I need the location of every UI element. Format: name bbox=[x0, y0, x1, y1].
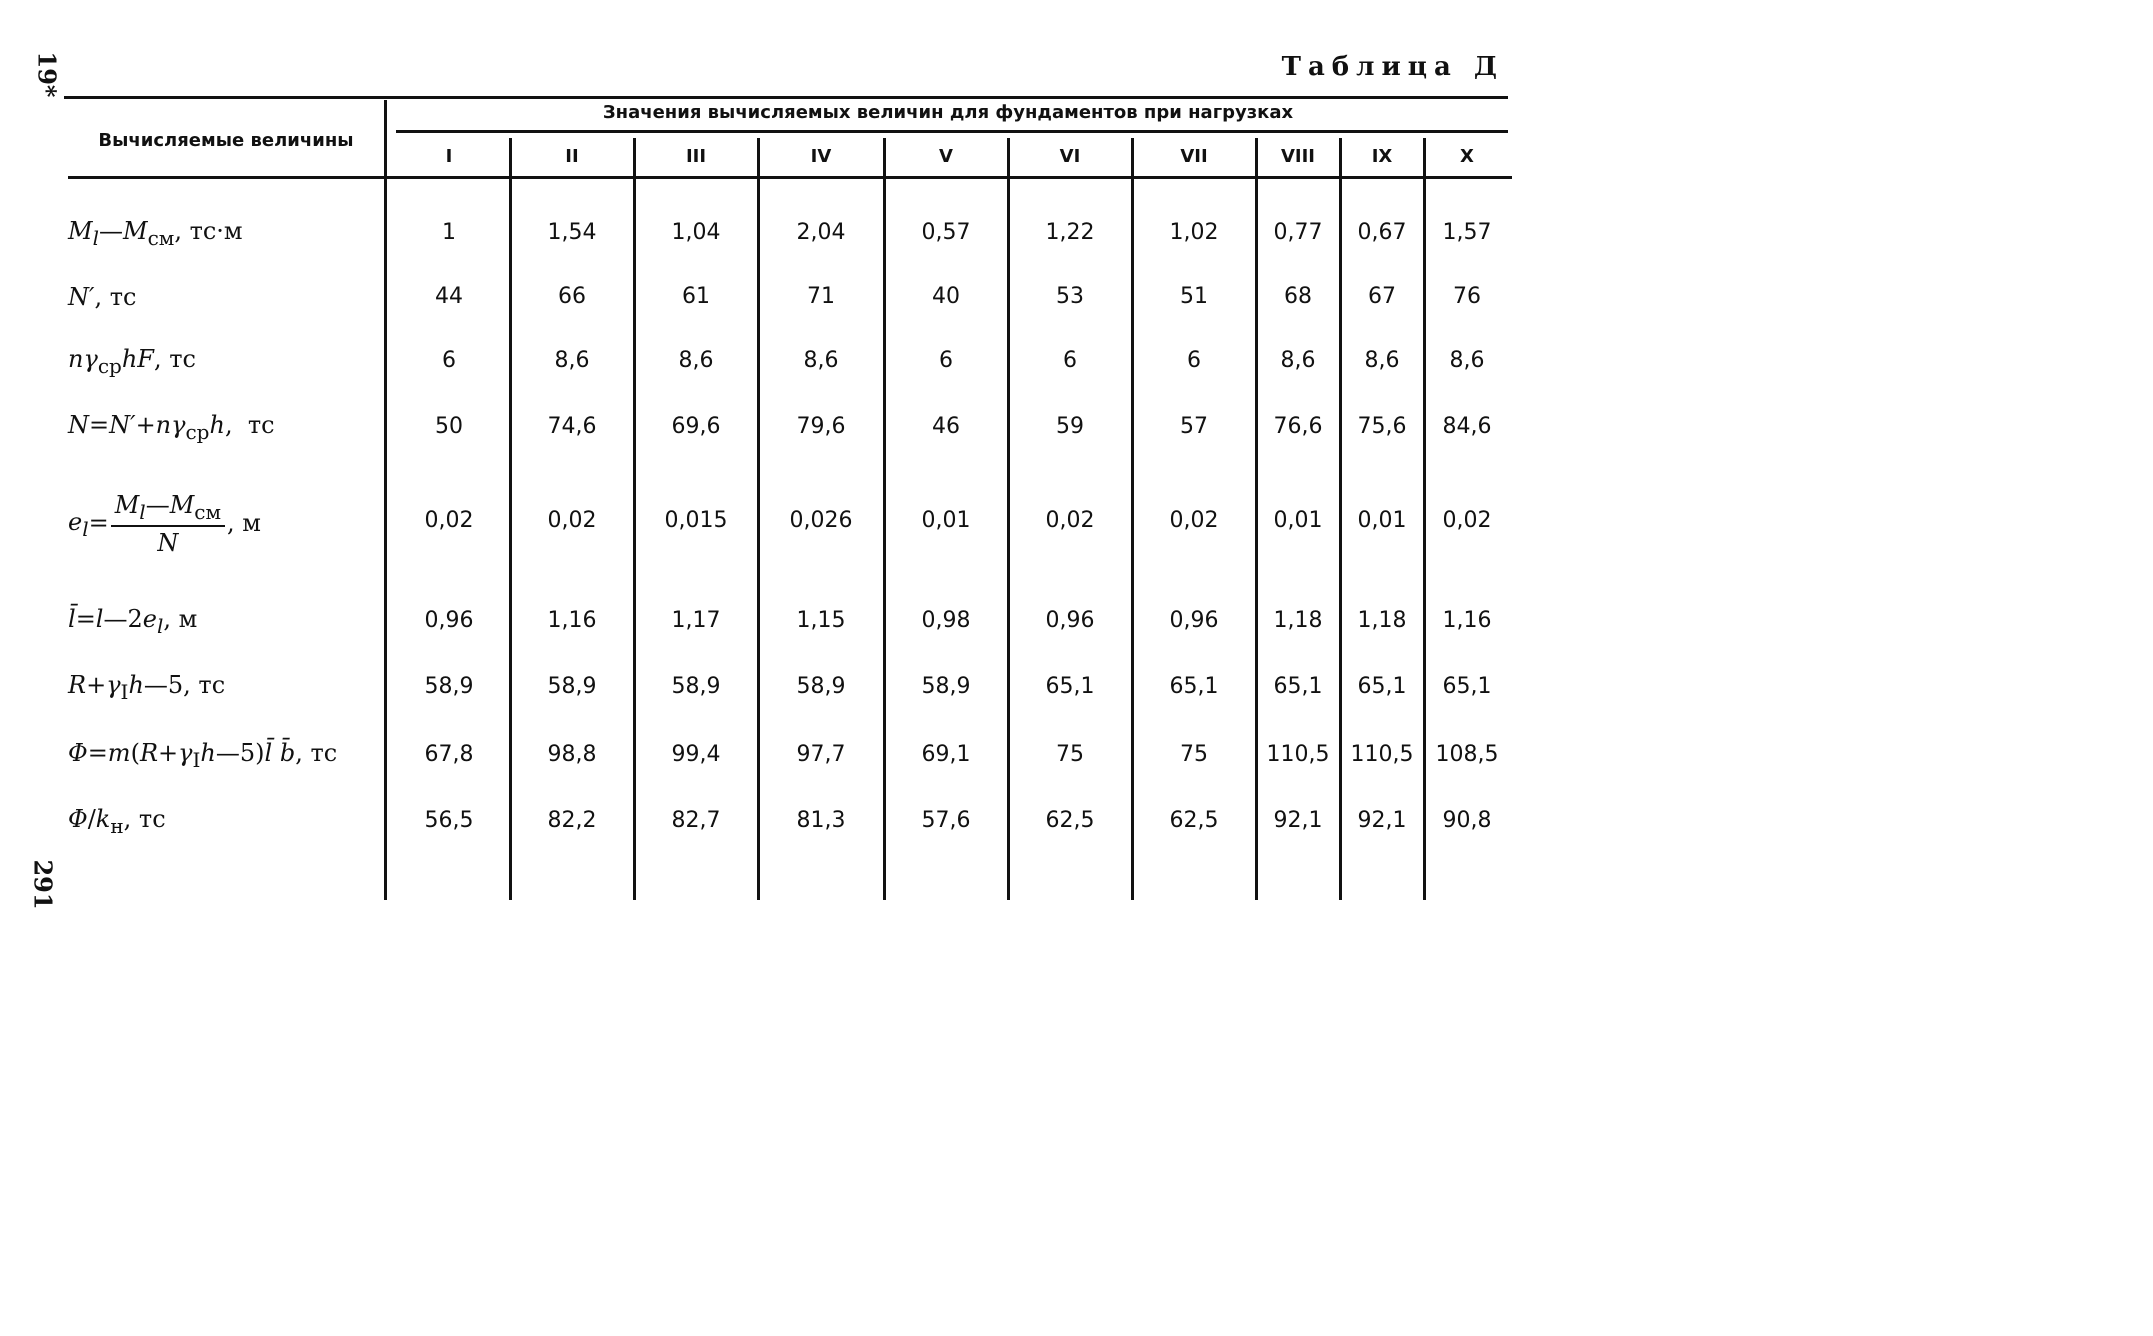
table-cell: 0,96 bbox=[1045, 608, 1095, 633]
table-cell: 1,57 bbox=[1442, 220, 1492, 245]
table-cell: 53 bbox=[1056, 284, 1084, 309]
header-computed-values: Вычисляемые величины bbox=[98, 129, 354, 151]
table-cell: 8,6 bbox=[678, 348, 714, 373]
table-cell: 57 bbox=[1180, 414, 1208, 439]
table-cell: 8,6 bbox=[1364, 348, 1400, 373]
table-cell: 40 bbox=[932, 284, 960, 309]
table-cell: 0,015 bbox=[664, 508, 728, 533]
table-cell: 81,3 bbox=[796, 808, 846, 833]
table-cell: 76,6 bbox=[1273, 414, 1323, 439]
column-header: IX bbox=[1371, 146, 1393, 167]
table-cell: 1,22 bbox=[1045, 220, 1095, 245]
row-label-n-prime bbox=[68, 274, 384, 320]
column-header: I bbox=[445, 146, 453, 167]
table-cell: 58,9 bbox=[921, 674, 971, 699]
row-label-n-gamma-hf bbox=[68, 338, 384, 384]
row-label-reduced-length bbox=[68, 598, 384, 644]
table-cell: 0,77 bbox=[1273, 220, 1323, 245]
table-cell: 0,026 bbox=[789, 508, 853, 533]
row-label-text: $e_l=$ $\frac{M_l—M_{см}}{N}$ , м bbox=[68, 490, 261, 558]
row-label-text: $M_l—M_{см}$, тс·м bbox=[68, 216, 243, 250]
table-cell: 1,04 bbox=[671, 220, 721, 245]
table-cell: 58,9 bbox=[796, 674, 846, 699]
table-cell: 0,02 bbox=[1045, 508, 1095, 533]
column-header: VII bbox=[1180, 146, 1208, 167]
table-cell: 1,54 bbox=[547, 220, 597, 245]
table-cell: 59 bbox=[1056, 414, 1084, 439]
table-cell: 74,6 bbox=[547, 414, 597, 439]
table-cell: 67 bbox=[1368, 284, 1396, 309]
row-label-text: $n\gamma_{ср}hF$, тс bbox=[68, 344, 196, 378]
row-label-bearing-capacity bbox=[68, 732, 384, 778]
table-cell: 1,16 bbox=[547, 608, 597, 633]
table-cell: 0,57 bbox=[921, 220, 971, 245]
table-cell: 97,7 bbox=[796, 742, 846, 767]
column-header: X bbox=[1460, 146, 1474, 167]
table-cell: 0,02 bbox=[1442, 508, 1492, 533]
table-cell: 65,1 bbox=[1169, 674, 1219, 699]
column-header: VI bbox=[1059, 146, 1081, 167]
table-cell: 1,02 bbox=[1169, 220, 1219, 245]
table-cell: 1 bbox=[442, 220, 456, 245]
table-cell: 0,02 bbox=[1169, 508, 1219, 533]
table-cell: 65,1 bbox=[1442, 674, 1492, 699]
row-label-text: $N=N'+n\gamma_{ср}h$, тс bbox=[68, 410, 275, 444]
table-cell: 98,8 bbox=[547, 742, 597, 767]
table-cell: 8,6 bbox=[1449, 348, 1485, 373]
table-cell: 58,9 bbox=[671, 674, 721, 699]
table-cell: 65,1 bbox=[1357, 674, 1407, 699]
row-label-text: $\Phi/k_н$, тс bbox=[68, 804, 166, 838]
group-header-rule bbox=[396, 130, 1508, 133]
table-cell: 108,5 bbox=[1435, 742, 1499, 767]
table-cell: 51 bbox=[1180, 284, 1208, 309]
table-cell: 84,6 bbox=[1442, 414, 1492, 439]
table-cell: 82,2 bbox=[547, 808, 597, 833]
table-cell: 8,6 bbox=[554, 348, 590, 373]
table-cell: 75 bbox=[1180, 742, 1208, 767]
table-cell: 1,18 bbox=[1357, 608, 1407, 633]
table-cell: 8,6 bbox=[803, 348, 839, 373]
table-cell: 6 bbox=[442, 348, 456, 373]
table-cell: 1,18 bbox=[1273, 608, 1323, 633]
table-cell: 58,9 bbox=[547, 674, 597, 699]
row-label-text: $\Phi=m(R+\gamma_Ih—5)l̄$ b̄, тс bbox=[68, 738, 338, 772]
table-cell: 65,1 bbox=[1045, 674, 1095, 699]
header-group-values: Значения вычисляемых величин для фундаментов при нагрузках bbox=[602, 102, 1294, 123]
row-label-text: $R+\gamma_Ih—5$, тс bbox=[68, 670, 226, 704]
table-cell: 50 bbox=[435, 414, 463, 439]
table-cell: 58,9 bbox=[424, 674, 474, 699]
row-label-text: N′, тс bbox=[68, 283, 137, 311]
table-cell: 66 bbox=[558, 284, 586, 309]
row-label-resistance bbox=[68, 664, 384, 710]
table-cell: 0,98 bbox=[921, 608, 971, 633]
table-cell: 0,01 bbox=[1273, 508, 1323, 533]
table-cell: 75 bbox=[1056, 742, 1084, 767]
table-cell: 57,6 bbox=[921, 808, 971, 833]
row-label-capacity-ratio bbox=[68, 798, 384, 844]
table-cell: 75,6 bbox=[1357, 414, 1407, 439]
table-cell: 99,4 bbox=[671, 742, 721, 767]
table-cell: 71 bbox=[807, 284, 835, 309]
row-label-n-total bbox=[68, 404, 384, 450]
table-cell: 0,01 bbox=[1357, 508, 1407, 533]
table-cell: 76 bbox=[1453, 284, 1481, 309]
column-header: V bbox=[939, 146, 953, 167]
table-cell: 61 bbox=[682, 284, 710, 309]
table-cell: 65,1 bbox=[1273, 674, 1323, 699]
table-cell: 6 bbox=[1063, 348, 1077, 373]
table-cell: 0,01 bbox=[921, 508, 971, 533]
column-header: VIII bbox=[1280, 146, 1316, 167]
column-divider-left bbox=[384, 100, 387, 900]
page-margin-marker-bottom: 291 bbox=[28, 859, 58, 910]
column-header: IV bbox=[810, 146, 832, 167]
table-cell: 0,67 bbox=[1357, 220, 1407, 245]
table-cell: 110,5 bbox=[1350, 742, 1414, 767]
table-top-rule bbox=[64, 96, 1508, 99]
page-margin-marker-top: 19* bbox=[32, 51, 62, 98]
table-cell: 56,5 bbox=[424, 808, 474, 833]
row-label-eccentricity bbox=[68, 482, 384, 566]
table-cell: 68 bbox=[1284, 284, 1312, 309]
table-cell: 6 bbox=[939, 348, 953, 373]
table-cell: 82,7 bbox=[671, 808, 721, 833]
table-cell: 0,02 bbox=[547, 508, 597, 533]
column-header: III bbox=[685, 146, 707, 167]
table-cell: 62,5 bbox=[1169, 808, 1219, 833]
table-cell: 62,5 bbox=[1045, 808, 1095, 833]
table-cell: 90,8 bbox=[1442, 808, 1492, 833]
table-cell: 1,16 bbox=[1442, 608, 1492, 633]
table-cell: 1,15 bbox=[796, 608, 846, 633]
column-header: II bbox=[565, 146, 579, 167]
table-cell: 2,04 bbox=[796, 220, 846, 245]
table-cell: 0,02 bbox=[424, 508, 474, 533]
table-cell: 110,5 bbox=[1266, 742, 1330, 767]
table-cell: 0,96 bbox=[424, 608, 474, 633]
table-cell: 79,6 bbox=[796, 414, 846, 439]
table-cell: 46 bbox=[932, 414, 960, 439]
table-cell: 44 bbox=[435, 284, 463, 309]
table-cell: 1,17 bbox=[671, 608, 721, 633]
fraction: $\frac{M_l—M_{см}}{N}$ bbox=[111, 491, 225, 558]
table-cell: 92,1 bbox=[1273, 808, 1323, 833]
table-title: Таблица Д bbox=[1281, 52, 1504, 82]
table-cell: 6 bbox=[1187, 348, 1201, 373]
row-label-moment bbox=[68, 210, 384, 256]
table-cell: 92,1 bbox=[1357, 808, 1407, 833]
row-label-text: $l̄=l—2e_l$, м bbox=[68, 604, 198, 638]
table-cell: 0,96 bbox=[1169, 608, 1219, 633]
table-cell: 67,8 bbox=[424, 742, 474, 767]
table-cell: 8,6 bbox=[1280, 348, 1316, 373]
table-cell: 69,1 bbox=[921, 742, 971, 767]
table-cell: 69,6 bbox=[671, 414, 721, 439]
